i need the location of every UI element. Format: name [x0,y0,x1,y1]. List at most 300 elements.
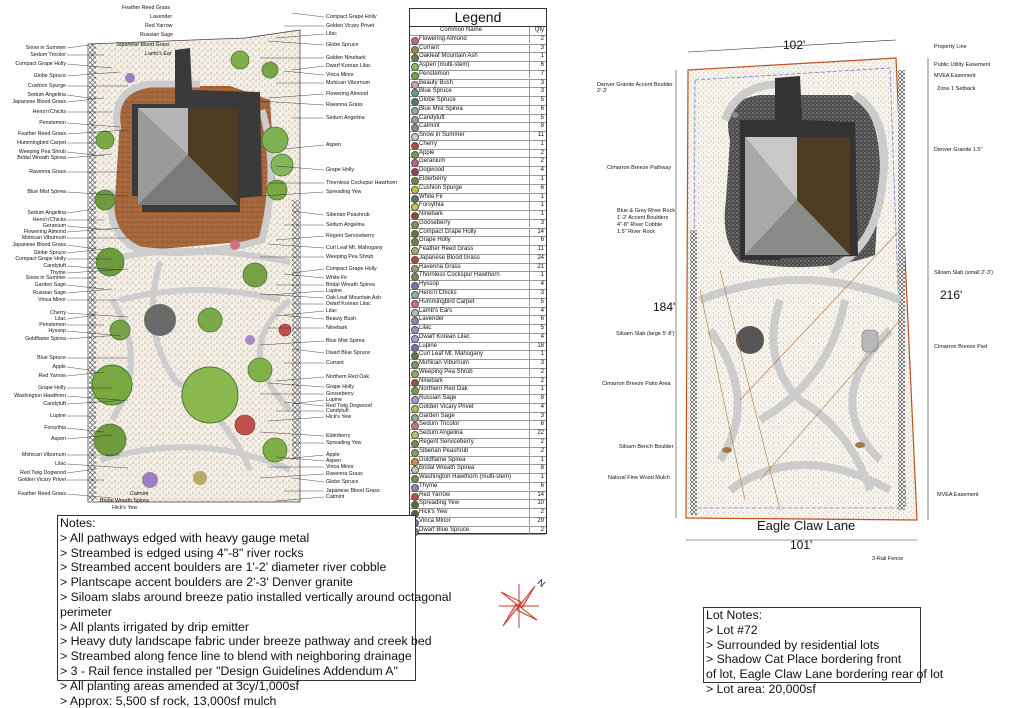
legend-row [410,509,546,518]
legend-row [410,106,546,115]
note-line: > Streambed is edged using 4"-8" river rocks [60,545,304,560]
legend-row [410,229,546,238]
note-line: > All pathways edged with heavy gauge metal [60,530,310,545]
legend-plant-name: Japanese Blood Grass [419,254,480,261]
legend-plant-name: Ravenna Grass [419,263,461,270]
legend-row [410,448,546,457]
legend-plant-name: Globe Spruce [419,97,456,104]
legend-plant-name: Beauty Bush [419,79,454,86]
legend-plant-name: Oakleaf Mountain Ash [419,53,478,60]
plant-callout: Grape Holly [38,385,66,391]
legend-plant-qty: 1 [529,211,544,219]
legend-plant-qty: 7 [529,71,544,79]
site-callout: Siloam Bench Boulder [619,444,674,450]
site-callout: Property Line [934,44,967,50]
legend-plant-qty: 11 [529,246,544,254]
plant-callout: Aspen [326,458,342,464]
legend-plant-name: Hens'n'Chicks [419,289,457,296]
plant-callout: Globe Spruce [326,42,359,48]
plant-callout: Snow in Summer [25,275,66,281]
plant-callout: Ravenna Grass [326,471,363,477]
dim-right: 216' [940,288,963,302]
legend-row [410,45,546,54]
leader-line [292,13,324,17]
legend-plant-qty: 6 [529,106,544,114]
plant-callout: Geranium [42,223,66,229]
note-line: > Siloam slabs around breeze patio installed vertically around octagonal [60,589,452,604]
plant-callout: Ravenna Grass [29,169,66,175]
plant-callout: Bridal Wreath Spirea [100,498,149,504]
legend-plant-qty: 8 [529,123,544,131]
legend-plant-qty: 5 [529,299,544,307]
plant-callout: Weeping Pea Shrub [326,254,374,260]
plant-callout: Globe Spruce [326,479,359,485]
note-line: Notes: [60,516,96,530]
plant-callout: Lupine [326,288,342,294]
site-plan-drawing [580,30,1024,600]
legend-row [410,246,546,255]
legend-row [410,123,546,132]
compass-rose [495,577,547,632]
plant-callout: Ravenna Grass [326,102,363,108]
plant-callout: Grape Holly [326,167,354,173]
legend-plant-name: Grape Holly [419,237,451,244]
legend-row [410,185,546,194]
legend-plant-name: Gooseberry [419,219,451,226]
plant-callout: Beauty Bush [326,316,357,322]
legend-row [410,404,546,413]
legend-plant-qty: 6 [529,483,544,491]
legend-plant-qty: 2 [529,448,544,456]
legend-plant-name: Goldflame Spirea [419,456,466,463]
plant-callout: Compact Grape Holly [15,256,66,262]
note-line: > Plantscape accent boulders are 2'-3' Denver granite [60,575,353,590]
legend-plant-qty: 6 [529,421,544,429]
legend-row [410,465,546,474]
legend-plant-name: Catmint [419,123,440,130]
legend-plant-qty: 1 [529,351,544,359]
legend-plant-qty: 14 [529,492,544,500]
plant-callout: Thornless Cockspur Hawthorn [326,180,398,186]
plant-callout: Sedum Tricolor [30,52,66,58]
plant-callout: Blue Mist Spirea [326,338,365,344]
site-callout: 3-Rail Fence [872,556,904,562]
site-callout: Denver Granite 1.5" [934,147,983,153]
legend-plant-qty: 2 [529,36,544,44]
legend-row [410,518,546,527]
plant-callout: Ninebark [326,325,348,331]
plant-callout: Northern Red Oak [326,374,369,380]
legend-plant-name: White Fir [419,193,443,200]
plant-callout: Lilac [326,308,337,314]
legend-row [410,413,546,422]
site-plan [580,30,1024,600]
legend-plant-name: Geranium [419,158,446,165]
site-callout: Zone 1 Setback [937,86,976,92]
legend-plant-qty: 3 [529,220,544,228]
legend-plant-qty: 2 [529,369,544,377]
legend-plant-qty: 22 [529,430,544,438]
legend-row [410,386,546,395]
legend-row [410,378,546,387]
legend-row [410,115,546,124]
plant-callout: Spreading Yew [326,189,362,195]
plant-callout: Japanese Blood Grass [12,99,66,105]
legend-plant-name: Red Yarrow [419,491,451,498]
legend-plant-qty: 5 [529,325,544,333]
plant-callout: Goldflame Spirea [25,336,66,342]
legend-plant-name: Mohican Viburnum [419,360,469,367]
legend-row [410,430,546,439]
legend-plant-name: Compact Grape Holly [419,228,477,235]
plant-callout: Feather Reed Grass [18,491,66,497]
plant-callout: Currant [326,360,344,366]
plant-callout: Vinca Minor [38,297,66,303]
legend-plant-name: Blue Spruce [419,88,452,95]
legend-row [410,255,546,264]
plant-legend [409,8,547,534]
legend-plant-qty: 5 [529,97,544,105]
legend-rows [410,36,546,536]
site-callout: Public Utility Easement [934,62,991,68]
plant-callout: Cherry [50,310,66,316]
legend-row [410,421,546,430]
legend-row [410,53,546,62]
plant-callout: Dwarf Korean Lilac [326,301,371,307]
legend-plant-name: Hummingbird Carpet [419,298,475,305]
plant-callout: Aspen [50,436,66,442]
legend-plant-qty: 6 [529,185,544,193]
site-streambed-right [898,70,905,510]
plant-callout: Vinca Minor [326,464,354,470]
plant-callout: Compact Grape Holly [326,266,377,272]
legend-plant-qty: 10 [529,500,544,508]
legend-row [410,299,546,308]
legend-row [410,88,546,97]
legend-plant-name: Golden Vicary Privet [419,403,474,410]
plant-callout: Garden Sage [34,282,66,288]
legend-plant-qty: 2 [529,158,544,166]
plant-callout: Globe Spruce [33,73,66,79]
plant-callout: Red Yarrow [145,23,173,29]
legend-plant-name: Thyme [419,482,438,489]
plant-callout: Apple [52,364,66,370]
plant-callout: Bridal Wreath Spirea [17,155,66,161]
note-line: > All plants irrigated by drip emitter [60,619,249,634]
note-line: > Lot #72 [706,622,758,637]
legend-plant-name: Hick's Yew [419,509,448,516]
legend-plant-name: Curl Leaf Mt. Mahogany [419,351,484,358]
plant-callout: Regent Serviceberry [326,233,375,239]
legend-row [410,80,546,89]
plant-callout: Apple [326,452,340,458]
legend-plant-name: Ninebark [419,377,444,384]
note-line: Lot Notes: [706,608,763,622]
plant-callout: Japanese Blood Grass [116,42,170,48]
legend-plant-qty: 6 [529,62,544,70]
legend-plant-qty: 1 [529,53,544,61]
compass-north-label: N [535,577,547,589]
legend-plant-qty: 24 [529,255,544,263]
legend-plant-qty: 6 [529,237,544,245]
plant-callout: Russian Sage [33,290,66,296]
legend-plant-qty: 3 [529,80,544,88]
plant-callout: Cushion Spurge [28,83,66,89]
legend-row [410,211,546,220]
legend-plant-name: Elderberry [419,176,447,183]
legend-row [410,334,546,343]
legend-row [410,351,546,360]
legend-plant-qty: 2 [529,150,544,158]
note-line: > Approx: 5,500 sf rock, 13,000sf mulch [60,693,277,708]
legend-plant-name: Sedum Angelina [419,430,463,437]
note-line: > Heavy duty landscape fabric under breeze pathway and creek bed [60,634,432,649]
plant-callout: Dwarf Blue Spruce [326,350,371,356]
legend-plant-qty: 2 [529,439,544,447]
dim-top: 102' [783,38,806,52]
legend-plant-name: Russian Sage [419,395,457,402]
legend-row [410,132,546,141]
legend-row [410,325,546,334]
site-callout: Blue & Grey River Rock [617,208,676,214]
legend-row [410,527,546,536]
plant-callout: Golden Ninebark [326,55,366,61]
legend-row [410,36,546,45]
legend-plant-qty: 1 [529,272,544,280]
legend-plant-name: Thornless Cockspur Hawthorn [419,272,500,279]
plant-callout: Curl Leaf Mt. Mahogany [326,245,383,251]
plant-callout: Mohican Viburnum [21,452,66,458]
legend-row [410,369,546,378]
plant-callout: Blue Spruce [37,355,66,361]
legend-plant-name: Cushion Spurge [419,184,463,191]
plant-callout: Hick's Yew [112,505,138,511]
legend-plant-name: Aspen (multi-stem) [419,62,470,69]
legend-plant-name: Candytuft [419,114,445,121]
legend-plant-qty: 4 [529,334,544,342]
legend-row [410,158,546,167]
site-callout: Cimarron Breeze Patio Area [602,381,671,387]
legend-row [410,194,546,203]
plant-callout: Golden Vicary Privet [326,23,375,29]
note-line: > 3 - Rail fence installed per "Design Guidelines Addendum A" [60,663,398,678]
plant-callout: Russian Sage [140,32,173,38]
legend-plant-qty: 5 [529,115,544,123]
legend-plant-name: Dwarf Blue Spruce [419,526,470,533]
legend-plant-name: Lamb's Ears [419,307,453,314]
legend-row [410,492,546,501]
legend-plant-name: Apple [419,149,435,156]
site-callout: 1'-2' Accent Boulders [617,215,669,221]
legend-plant-qty: 4 [529,167,544,175]
legend-plant-name: Washington Hawthorn (multi-stem) [419,474,512,481]
plant-callout: Oak Leaf Mountain Ash [326,295,382,301]
site-callout: 2'-3' [597,88,608,94]
legend-row [410,97,546,106]
plant-callout: Siberian Peashrub [326,212,370,218]
legend-header-qty: Qty [529,27,544,35]
legend-row [410,62,546,71]
plant-callout: Flowering Almond [326,91,369,97]
legend-row [410,474,546,483]
plant-callout: Hummingbird Carpet [17,140,66,146]
plant-callout: Hick's Yew [326,414,352,420]
site-streambed-left [690,230,697,515]
legend-plant-name: Flowering Almond [419,35,467,42]
legend-row [410,439,546,448]
plant-callout: Candytuft [326,408,349,414]
plant-callout: Lavender [150,14,173,20]
site-callout: 4"-8" River Cobble [617,222,663,228]
legend-plant-name: Snow in Summer [419,132,465,139]
plant-callout: Flowering Almond [23,229,66,235]
plant-callout: Hyssop [48,328,66,334]
legend-plant-name: Spreading Yew [419,500,460,507]
legend-plant-qty: 3 [529,45,544,53]
legend-plant-qty: 3 [529,360,544,368]
legend-plant-qty: 6 [529,316,544,324]
plant-callout: Red Twig Dogwood [326,403,372,409]
plant-callout: Spreading Yew [326,440,362,446]
site-callout: 1.5" River Rock [617,229,656,235]
plant-callout: Washington Hawthorn [14,393,66,399]
site-callout: Denver Granite Accent Boulder [597,82,673,88]
plant-callout: White Fir [326,275,348,281]
plant-callout: Japanese Blood Grass [12,242,66,248]
legend-plant-name: Lavender [419,316,445,323]
legend-plant-qty: 3 [529,88,544,96]
plant-callout: Hens'n'Chicks [32,109,66,115]
legend-plant-name: Hyssop [419,281,440,288]
legend-title: Legend [410,9,546,27]
plant-callout: Bridal Wreath Spirea [326,282,375,288]
legend-row [410,220,546,229]
breeze-pad [862,330,878,352]
plant-callout: Thyme [49,270,66,276]
legend-plant-qty: 1 [529,176,544,184]
plant-callout: Catmint [130,491,149,497]
legend-plant-qty: 11 [529,132,544,140]
legend-plant-name: Sedum Tricolor [419,421,460,428]
plant-callout: Mohican Viburnum [21,235,66,241]
plant-callout: Penstemon [39,322,66,328]
site-callout: Natural Fine Wood Mulch [608,475,670,481]
legend-plant-name: Cherry [419,140,438,147]
legend-row [410,150,546,159]
legend-row [410,272,546,281]
plant-callout: Catmint [326,494,345,500]
legend-row [410,343,546,352]
legend-plant-qty: 2 [529,527,544,535]
legend-row [410,290,546,299]
legend-plant-name: Ninebark [419,211,444,218]
plant-callout: Sedum Angelina [27,92,66,98]
legend-plant-qty: 1 [529,457,544,465]
plant-callout: Red Yarrow [38,373,66,379]
legend-plant-qty: 29 [529,518,544,526]
note-line: > Lot area: 20,000sf [706,681,816,696]
legend-plant-qty: 21 [529,264,544,272]
plant-callout: Sedum Angelina [326,222,365,228]
legend-plant-qty: 1 [529,474,544,482]
legend-row [410,500,546,509]
note-line: > Streambed accent boulders are 1'-2' diameter river cobble [60,560,387,575]
legend-row [410,141,546,150]
legend-plant-name: Feather Reed Grass [419,246,474,253]
legend-plant-qty: 1 [529,194,544,202]
plant-callout: Lilac [55,461,66,467]
legend-plant-name: Lupine [419,342,438,349]
legend-row [410,281,546,290]
legend-row [410,457,546,466]
legend-plant-qty: 4 [529,281,544,289]
site-callout: Siloam Slab (small 2'-3') [934,270,993,276]
legend-plant-name: Bridal Wreath Spirea [419,465,475,472]
legend-plant-name: Northern Red Oak [419,386,468,393]
lot-notes-box [703,607,944,696]
legend-plant-name: Vinca Minor [419,517,451,524]
legend-plant-name: Currant [419,44,440,51]
legend-row [410,316,546,325]
legend-plant-qty: 4 [529,308,544,316]
legend-row [410,167,546,176]
plant-callout: Vinca Minor [326,72,354,78]
plant-callout: Dwarf Korean Lilac [326,63,371,69]
legend-row [410,176,546,185]
plant-callout: Blue Mist Spirea [27,189,66,195]
legend-row [410,308,546,317]
legend-plant-qty: 8 [529,395,544,403]
plant-callout: Lamb's Ear [145,51,172,57]
legend-plant-name: Weeping Pea Shrub [419,368,473,375]
legend-plant-name: Forsythia [419,202,444,209]
street-name: Eagle Claw Lane [757,518,856,533]
note-line: perimeter [60,604,112,619]
legend-plant-name: Dogwood [419,167,445,174]
legend-plant-name: Regent Serviceberry [419,438,474,445]
legend-plant-qty: 18 [529,343,544,351]
legend-plant-name: Dwarf Korean Lilac [419,333,470,340]
plant-callout: Grape Holly [326,384,354,390]
plant-callout: Lilac [55,316,66,322]
plant-callout: Forsythia [44,425,66,431]
plant-callout: Lupine [326,397,342,403]
plant-callout: Mohican Viburnum [326,80,371,86]
site-callout: MVEA Easement [937,492,979,498]
legend-plant-qty: 1 [529,386,544,394]
plant-callout: Compact Grape Holly [15,61,66,67]
legend-plant-qty: 8 [529,465,544,473]
site-callout: Cimarron Breeze Pathway [607,165,672,171]
plant-callout: Globe Spruce [33,250,66,256]
streambed-left [88,44,96,502]
site-callout: MVEA Easement [934,73,976,79]
legend-plant-qty: 3 [529,413,544,421]
dim-left: 184' [653,300,676,314]
dim-bottom: 101' [790,538,813,552]
patio-octagon [144,304,176,336]
legend-row [410,264,546,273]
compass-icon [495,580,543,632]
plant-callout: Feather Reed Grass [18,131,66,137]
plant-callout: Feather Reed Grass [122,5,170,11]
plant-callout: Candytuft [43,263,66,269]
legend-plant-name: Siberian Peashrub [419,447,469,454]
streambed-right [292,200,300,460]
legend-row [410,237,546,246]
legend-row [410,483,546,492]
note-line: > All planting areas amended at 3cy/1,000sf [60,678,299,693]
